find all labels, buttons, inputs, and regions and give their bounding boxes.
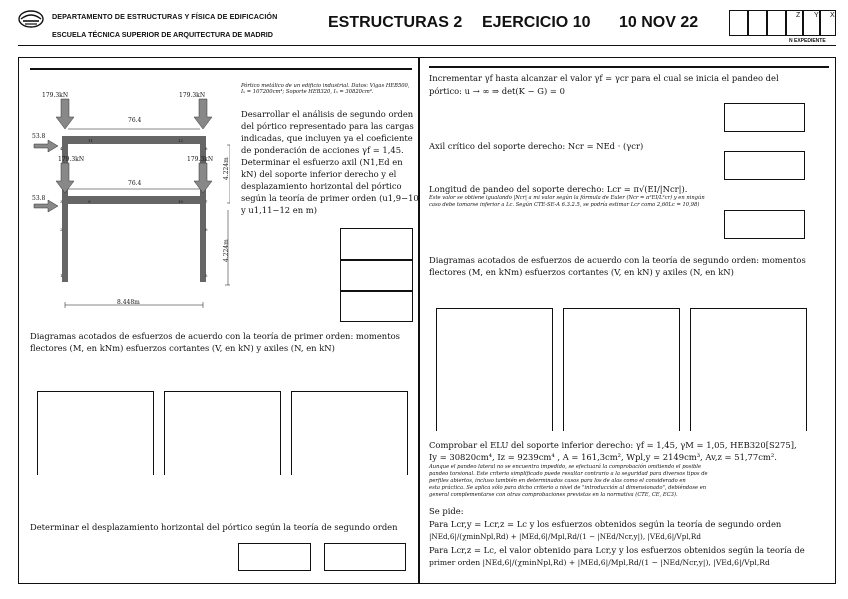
- node-11: 11: [88, 138, 94, 143]
- elu-text-2: Iy = 30820cm⁴, Iz = 9239cm⁴ , A = 161,3cm², Wpl,y = 2149cm³, Av,z = 51,77cm².: [429, 452, 777, 462]
- increment-text-2: pórtico: u → ∞ ⇒ det(K − G) = 0: [429, 86, 565, 96]
- statement-line: según la teoría de primer orden (u1,9−10: [241, 193, 419, 203]
- statement-line: y u1,11−12 en m): [241, 205, 317, 215]
- elu-note-line: esta práctica. Se aplica sólo para dicho criterio a nivel de "introducción al dimensionado", debiéndose en: [429, 485, 707, 491]
- node-8: 8: [205, 146, 208, 151]
- label-load-left-top: 179.3kN: [42, 92, 69, 99]
- first-order-panel-n[interactable]: [291, 391, 408, 475]
- answer-box-u11-12[interactable]: [340, 291, 413, 322]
- second-order-diagrams-text-2: flectores (M, en kNm) esfuerzos cortantes (V, en kN) y axiles (N, en kN): [429, 267, 734, 277]
- elu-note-line: perfiles abiertos, incluso también en determinados casos para los de alas como el considerado en: [429, 478, 686, 484]
- second-order-diagrams-text: Diagramas acotados de esfuerzos de acuerdo con la teoría de segundo orden: momentos: [429, 255, 806, 265]
- expediente-box-z[interactable]: [786, 10, 803, 36]
- statement-line: del pórtico representado para las cargas: [241, 121, 414, 131]
- node-1: 1: [60, 273, 63, 278]
- label-height-bottom: 4.224m: [223, 239, 230, 262]
- exercise-date: 10 NOV 22: [619, 14, 699, 31]
- elu-note-line: pandeo torsional. Este criterio simplificado puede resultar contrario a la seguridad para diversos tipos de: [429, 471, 708, 477]
- increment-text: Incrementar γf hasta alcanzar el valor γf = γcr para el cual se inicia el pandeo del: [429, 73, 779, 83]
- top-beam: [62, 136, 206, 144]
- load-arrow-left-mid-icon: [56, 163, 74, 193]
- statement-line: Determinar el esfuerzo axil (N1,Ed en: [241, 157, 403, 167]
- requested-line: Para Lcr,z = Lc, el valor obtenido para Lcr,y y los esfuerzos obtenidos según la teoría de: [429, 545, 805, 555]
- load-arrow-left-top-icon: [56, 99, 74, 129]
- right-top-rule: [429, 66, 829, 68]
- page-header: [0, 0, 848, 48]
- first-order-diagrams-text-2: flectores (M, en kNm) esfuerzos cortantes (V, en kN) y axiles (N, en kN): [30, 343, 335, 353]
- elu-text: Comprobar el ELU del soporte inferior derecho: γf = 1,45, γM = 1,05, HEB320[S275],: [429, 440, 797, 450]
- requested-line: primer orden |NEd,6|/(χminNpl,Rd) + |MEd,6|/Mpl,Rd/(1 − |NEd/Ncr,y|), |VEd,6|/Vpl,Rd: [429, 558, 770, 567]
- statement-line: desplazamiento horizontal del pórtico: [241, 181, 402, 191]
- expediente-label: N EXPEDIENTE: [789, 38, 826, 44]
- label-horizontal-top: 53.8: [32, 133, 46, 140]
- node-5: 5: [205, 273, 208, 278]
- buckling-length-text: Longitud de pandeo del soporte derecho: Lcr = π√(EI/|Ncr|).: [429, 184, 688, 194]
- frame-description: Pórtico metálico de un edificio industrial. Datos: Vigas HEB500, Iₙ = 107200cm⁴; Soporte HEB320, Iₙ = 30820cm⁴.: [241, 83, 410, 96]
- expediente-box-2[interactable]: [748, 10, 767, 36]
- expediente-letter-z: Z: [796, 12, 801, 19]
- exercise-title: EJERCICIO 10: [482, 14, 591, 31]
- node-10: 10: [178, 199, 184, 204]
- second-order-panel-v[interactable]: [563, 308, 680, 431]
- label-span: 8.448m: [117, 299, 140, 306]
- buckling-note: Este valor se obtiene igualando |Ncr| a mi valor según la fórmula de Euler (Ncr = π²EI/L²cr) y en ningún: [429, 195, 705, 201]
- label-load-right-top: 179.3kN: [179, 92, 206, 99]
- left-top-rule: [30, 68, 412, 70]
- subject-title: ESTRUCTURAS 2: [328, 14, 463, 31]
- statement-line: kN) del soporte inferior derecho y el: [241, 169, 397, 179]
- statement-line: Desarrollar el análisis de segundo orden: [241, 109, 414, 119]
- answer-box-2nd-u9-10[interactable]: [238, 543, 311, 571]
- requested-line: Se pide:: [429, 506, 464, 516]
- answer-box-axial[interactable]: [340, 228, 413, 260]
- label-height-top: 4.224m: [223, 157, 230, 180]
- elu-note-line: general complementarse con otras comprobaciones previstas en la normativa (CTE, CE, EC3).: [429, 492, 678, 498]
- statement-line: indicadas, que incluyen ya el coeficiente: [241, 133, 413, 143]
- expediente-letter-x: X: [830, 12, 835, 19]
- node-2: 2: [60, 227, 63, 232]
- label-load-left-mid: 179.3kN: [58, 156, 85, 163]
- middle-beam: [62, 196, 206, 204]
- node-4: 4: [60, 146, 63, 151]
- load-arrow-right-top-icon: [194, 99, 212, 129]
- node-7: 7: [205, 199, 208, 204]
- school-name: ESCUELA TÉCNICA SUPERIOR DE ARQUITECTURA DE MADRID: [52, 30, 273, 39]
- header-divider: [18, 45, 836, 46]
- label-load-right-mid: 179.3kN: [187, 156, 214, 163]
- node-6: 6: [205, 227, 208, 232]
- critical-axial-text: Axil crítico del soporte derecho: Ncr = NEd · (γcr): [429, 141, 644, 151]
- label-beam-top: 76.4: [128, 117, 142, 124]
- first-order-panel-v[interactable]: [164, 391, 281, 475]
- first-order-panel-m[interactable]: [37, 391, 154, 475]
- label-horizontal-mid: 53.8: [32, 195, 46, 202]
- second-order-panel-m[interactable]: [436, 308, 553, 431]
- expediente-box-3[interactable]: [767, 10, 786, 36]
- statement-line: de ponderación de acciones γf = 1,45.: [241, 145, 404, 155]
- second-order-panel-n[interactable]: [690, 308, 807, 431]
- answer-box-lcr[interactable]: [724, 210, 805, 239]
- department-name: DEPARTAMENTO DE ESTRUCTURAS Y FÍSICA DE EDIFICACIÓN: [52, 12, 278, 21]
- first-order-diagrams-text: Diagramas acotados de esfuerzos de acuerdo con la teoría de primer orden: momentos: [30, 331, 400, 341]
- node-12: 12: [178, 138, 184, 143]
- elu-note-line: Aunque el pandeo lateral no se encuentra impedido, se efectuará la comprobación omitiendo el posible: [429, 464, 702, 470]
- node-9: 9: [88, 199, 91, 204]
- answer-box-ncr[interactable]: [724, 151, 805, 180]
- school-logo-icon: [18, 9, 44, 29]
- expediente-letter-y: Y: [814, 12, 819, 19]
- buckling-note-2: caso debe tomarse inferior a Lc. Según CTE-SE-A 6.3.2.5, se podría estimar Lcr como 2,60Lc = 10,98): [429, 202, 700, 208]
- answer-box-gamma-cr[interactable]: [724, 103, 805, 132]
- second-order-displacement-text: Determinar el desplazamiento horizontal del pórtico según la teoría de segundo orden: [30, 522, 398, 532]
- load-arrow-right-mid-icon: [194, 163, 212, 193]
- answer-box-2nd-u11-12[interactable]: [324, 543, 406, 571]
- node-3: 3: [60, 199, 63, 204]
- expediente-box-1[interactable]: [729, 10, 748, 36]
- label-beam-mid: 76.4: [128, 180, 142, 187]
- requested-line: |NEd,6|/(χminNpl,Rd) + |MEd,6|/Mpl,Rd/(1 − |NEd/Ncr,y|), |VEd,6|/Vpl,Rd: [429, 532, 701, 541]
- answer-box-u9-10[interactable]: [340, 260, 413, 291]
- requested-line: Para Lcr,y = Lcr,z = Lc y los esfuerzos obtenidos según la teoría de segundo orden: [429, 519, 782, 529]
